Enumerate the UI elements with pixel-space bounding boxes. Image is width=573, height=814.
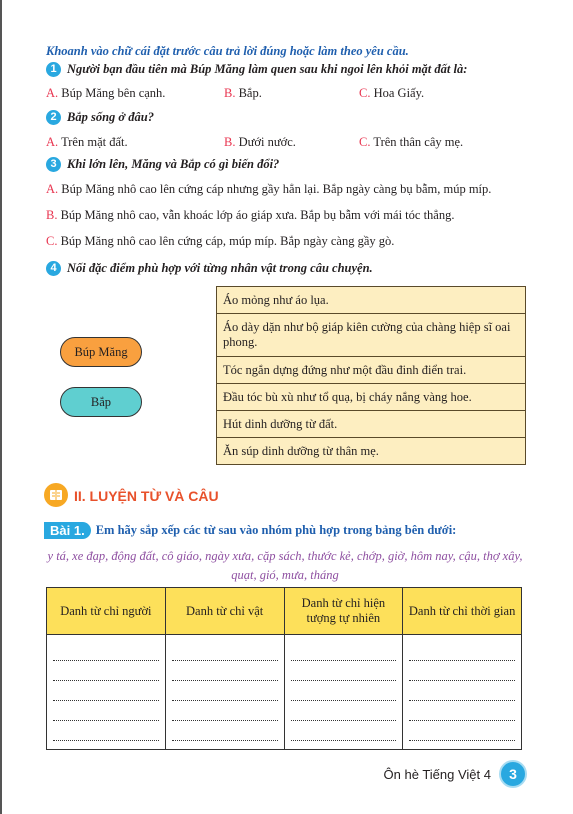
trait-list — [216, 286, 526, 465]
trait-item[interactable]: Tóc ngắn dựng đứng như một đầu đinh điển trai. — [217, 357, 525, 384]
trait-item[interactable]: Đầu tóc bù xù như tổ quạ, bị cháy nắng vàng hoe. — [217, 384, 525, 411]
question-text: Khi lớn lên, Măng và Bắp có gì biến đổi? — [67, 157, 280, 171]
option-b[interactable]: B. Dưới nước. — [224, 135, 296, 149]
trait-item[interactable]: Áo dày dặn như bộ giáp kiên cường của chàng hiệp sĩ oai phong. — [217, 314, 525, 357]
question-number-icon: 2 — [46, 110, 61, 125]
section-title: II. LUYỆN TỪ VÀ CÂU — [74, 488, 219, 504]
option-c[interactable]: C. Búp Măng nhô cao lên cứng cáp, múp míp. Bắp ngày càng gầy gò. — [46, 234, 395, 248]
option-a[interactable]: A. Búp Măng nhô cao lên cứng cáp nhưng gầy hẳn lại. Bắp ngày càng bụ bẫm, múp míp. — [46, 182, 492, 196]
option-b[interactable]: B. Búp Măng nhô cao, vẫn khoác lớp áo giáp xưa. Bắp bụ bẫm với mái tóc thẳng. — [46, 208, 455, 222]
option-c[interactable]: C. Trên thân cây mẹ. — [359, 135, 464, 149]
noun-table — [46, 587, 522, 750]
question-1 — [46, 62, 467, 77]
instruction: Khoanh vào chữ cái đặt trước câu trả lời đúng hoặc làm theo yêu cầu. — [46, 44, 409, 58]
exercise-instruction: Em hãy sắp xếp các từ sau vào nhóm phù hợp trong bảng bên dưới: — [95, 523, 457, 537]
option-a[interactable]: A. Búp Măng bên cạnh. — [46, 86, 166, 100]
page-number: 3 — [499, 760, 527, 788]
column-header: Danh từ chỉ vật — [165, 588, 284, 635]
word-list: y tá, xe đạp, động đất, cô giáo, ngày xưa, cặp sách, thước kẻ, chớp, giờ, hôm nay, cậu, thợ xây, quạt, gió, mưa, tháng — [47, 549, 523, 582]
answer-cell[interactable] — [47, 635, 166, 750]
column-header: Danh từ chỉ người — [47, 588, 166, 635]
column-header: Danh từ chỉ thời gian — [403, 588, 522, 635]
exercise-1-heading — [44, 522, 456, 539]
option-b[interactable]: B. Bắp. — [224, 86, 262, 100]
option-c[interactable]: C. Hoa Giấy. — [359, 86, 425, 100]
option-a[interactable]: A. Trên mặt đất. — [46, 135, 128, 149]
answer-cell[interactable] — [403, 635, 522, 750]
book-icon — [44, 483, 68, 507]
trait-item[interactable]: Áo mỏng như áo lụa. — [217, 287, 525, 314]
answer-cell[interactable] — [165, 635, 284, 750]
question-text: Nối đặc điểm phù hợp với từng nhân vật trong câu chuyện. — [67, 261, 373, 275]
footer — [384, 760, 527, 788]
trait-item[interactable]: Ăn súp dinh dưỡng từ thân mẹ. — [223, 443, 379, 458]
answer-cell[interactable] — [284, 635, 403, 750]
question-4 — [46, 261, 373, 276]
character-bup-mang[interactable]: Búp Măng — [60, 337, 142, 367]
column-header: Danh từ chỉ hiện tượng tự nhiên — [284, 588, 403, 635]
question-number-icon: 3 — [46, 157, 61, 172]
character-bap[interactable]: Bắp — [60, 387, 142, 417]
question-2 — [46, 110, 154, 125]
question-number-icon: 4 — [46, 261, 61, 276]
question-text: Bắp sống ở đâu? — [67, 110, 154, 124]
trait-item[interactable]: Hút dinh dưỡng từ đất. — [217, 411, 525, 438]
question-3 — [46, 157, 279, 172]
exercise-badge: Bài 1. — [44, 522, 91, 539]
left-border — [0, 0, 2, 814]
question-text: Người bạn đầu tiên mà Búp Măng làm quen sau khi ngoi lên khỏi mặt đất là: — [67, 62, 468, 76]
book-title: Ôn hè Tiếng Việt 4 — [383, 766, 491, 782]
question-number-icon: 1 — [46, 62, 61, 77]
